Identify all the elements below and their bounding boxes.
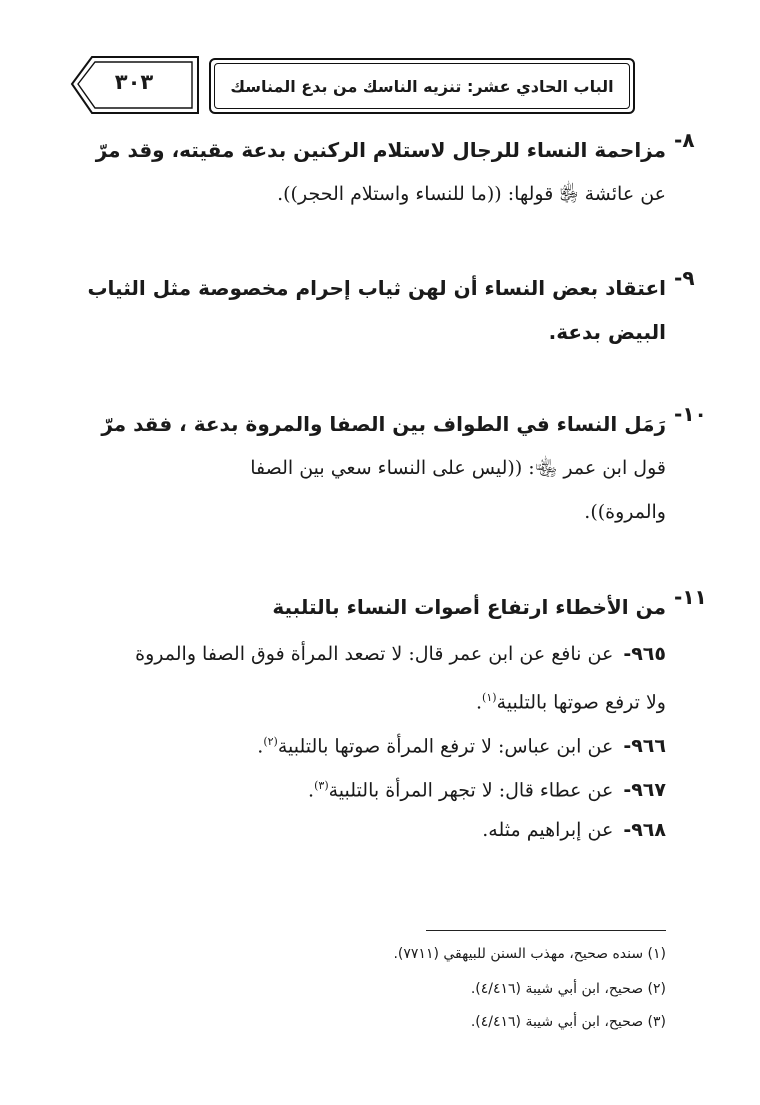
- narration-number: ٩٦٧-: [623, 779, 666, 802]
- item-text-line: اعتقاد بعض النساء أن لهن ثياب إحرام مخصوصة مثل الثياب: [87, 276, 666, 300]
- footnote-ref[interactable]: (١): [482, 691, 497, 704]
- narration-end: .: [308, 779, 315, 802]
- footnote-divider: [426, 930, 666, 931]
- list-item-9: [70, 266, 695, 354]
- item-text-line: والمروة)).: [584, 501, 666, 523]
- page-number: ٣٠٣: [114, 70, 154, 94]
- narration-line: [70, 720, 666, 768]
- narration-number: ٩٦٦-: [623, 735, 666, 758]
- item-text-line: البيض بدعة.: [548, 320, 666, 344]
- footnote-3: (٣) صحيح، ابن أبي شيبة (٤/٤١٦).: [470, 1014, 666, 1030]
- narration-line: [70, 808, 666, 852]
- narration-text: عن إبراهيم مثله.: [482, 819, 614, 841]
- list-item-10: [70, 402, 707, 534]
- item-text-line: رَمَل النساء في الطواف بين الصفا والمروة بدعة ، فقد مرّ: [101, 412, 666, 436]
- chapter-title-box: [209, 58, 635, 114]
- list-item-8: [70, 128, 695, 216]
- item-text-line: قول ابن عمر ﵄: ((ليس على النساء سعي بين الصفا: [250, 457, 666, 479]
- footnote-2: (٢) صحيح، ابن أبي شيبة (٤/٤١٦).: [470, 981, 666, 997]
- item-number: ٨-: [674, 128, 695, 152]
- item-text-line: من الأخطاء ارتفاع أصوات النساء بالتلبية: [272, 595, 666, 619]
- narration-text: عن عطاء قال: لا تجهر المرأة بالتلبية: [328, 779, 614, 802]
- narration-text: ولا ترفع صوتها بالتلبية: [496, 691, 666, 714]
- narration-968: [70, 808, 666, 852]
- list-item-11: [70, 585, 707, 629]
- item-number: ١١-: [674, 585, 707, 609]
- item-number: ١٠-: [674, 402, 707, 426]
- narration-text: عن نافع عن ابن عمر قال: لا تصعد المرأة فوق الصفا والمروة: [135, 643, 614, 665]
- narration-number: ٩٦٥-: [623, 643, 666, 665]
- narration-line: [70, 632, 666, 676]
- item-text-line: مزاحمة النساء للرجال لاستلام الركنين بدعة مقيته، وقد مرّ: [95, 138, 666, 162]
- narration-966: [70, 720, 666, 768]
- item-text-line: عن عائشة ﵂ قولها: ((ما للنساء واستلام الحجر)).: [277, 183, 666, 205]
- narration-number: ٩٦٨-: [623, 819, 666, 841]
- footnote-ref[interactable]: (٣): [314, 779, 329, 792]
- narration-text: عن ابن عباس: لا ترفع المرأة صوتها بالتلبية: [277, 735, 614, 758]
- footnote-ref[interactable]: (٢): [263, 735, 278, 748]
- footnote-1: (١) سنده صحيح، مهذب السنن للبيهقي (٧٧١١).: [393, 946, 666, 962]
- item-number: ٩-: [674, 266, 695, 290]
- narration-line: [70, 676, 666, 724]
- narration-line: [70, 764, 666, 812]
- page-header: [70, 55, 635, 119]
- chapter-title: الباب الحادي عشر: تنزيه الناسك من بدع المناسك: [214, 63, 630, 109]
- narration-end: .: [476, 691, 483, 714]
- narration-967: [70, 764, 666, 812]
- narration-end: .: [257, 735, 264, 758]
- narration-965: [70, 632, 666, 724]
